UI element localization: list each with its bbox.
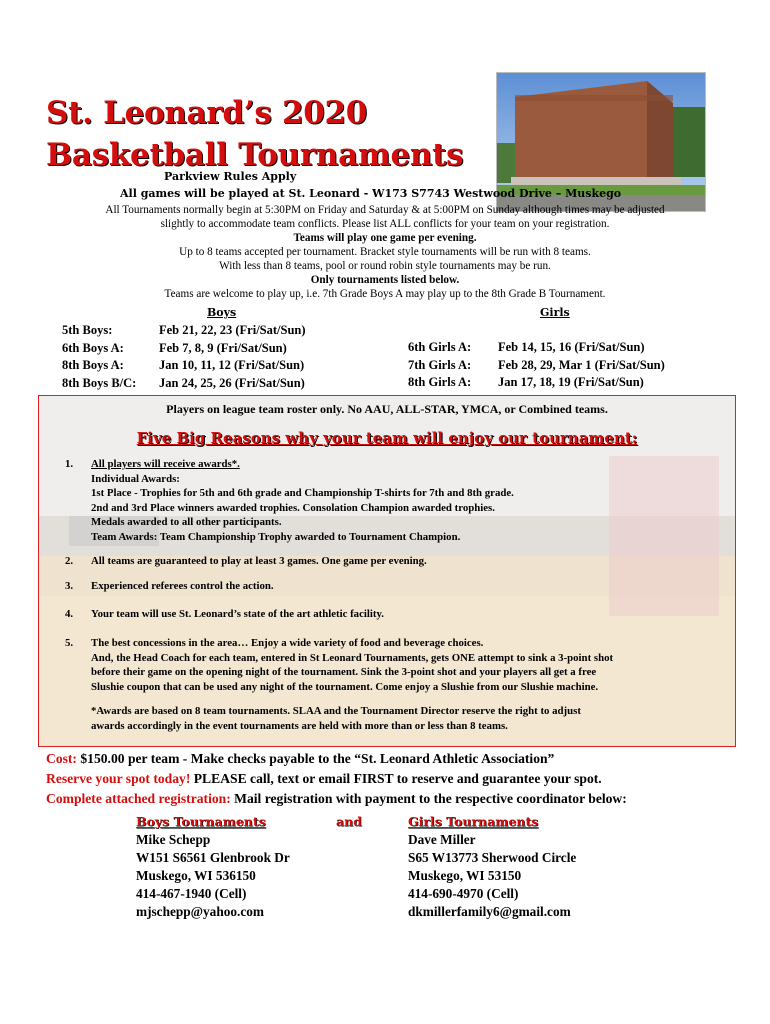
title-line-1: St. Leonard’s 2020 — [46, 95, 368, 131]
roster-notice: Players on league team roster only. No AAU, ALL-STAR, YMCA, or Combined teams. — [166, 402, 608, 416]
intro-line-4: Up to 8 teams accepted per tournament. Bracket style tournaments will be run with 8 teams. — [179, 246, 591, 258]
girls-heading: Girls — [540, 306, 570, 319]
boys-row-dates: Feb 21, 22, 23 (Fri/Sat/Sun) — [159, 323, 306, 337]
boys-dates — [159, 322, 306, 392]
reasons-heading: Five Big Reasons why your team will enjoy our tournament: — [136, 429, 638, 447]
coordinator-address: W151 S6561 Glenbrook Dr — [136, 850, 290, 865]
reason-line: 1st Place - Trophies for 5th and 6th grade and Championship T-shirts for 7th and 8th grade. — [91, 487, 514, 499]
intro-text — [30, 203, 740, 301]
reason-number: 2. — [65, 555, 74, 567]
boys-row-dates: Jan 10, 11, 12 (Fri/Sat/Sun) — [159, 358, 305, 372]
reserve-line — [46, 771, 602, 787]
intro-line-2: slightly to accommodate team conflicts. Please list ALL conflicts for your team on your registration. — [160, 218, 610, 230]
boys-labels — [62, 322, 136, 392]
girls-row-dates: Feb 14, 15, 16 (Fri/Sat/Sun) — [498, 340, 645, 354]
location-line: All games will be played at St. Leonard - W173 S7743 Westwood Drive – Muskego — [120, 187, 622, 200]
footnote-line: awards accordingly in the event tournaments are held with more than or less than 8 teams. — [91, 719, 508, 732]
reason-line: All teams are guaranteed to play at least 3 games. One game per evening. — [91, 555, 427, 567]
reason-line: 2nd and 3rd Place winners awarded trophies. Consolation Champion awarded trophies. — [91, 501, 495, 514]
reason-number: 1. — [65, 458, 74, 470]
girls-row-dates: Feb 28, 29, Mar 1 (Fri/Sat/Sun) — [498, 357, 665, 372]
reason-number: 5. — [65, 637, 74, 649]
girls-coordinator — [408, 813, 576, 921]
reasons-box — [38, 395, 736, 747]
reason-line: Your team will use St. Leonard’s state of the art athletic facility. — [91, 608, 384, 620]
reason-number: 3. — [65, 580, 74, 592]
coordinator-phone: 414-690-4970 (Cell) — [408, 886, 519, 901]
boys-row-label: 8th Boys A: — [62, 358, 124, 372]
girls-dates — [498, 339, 665, 392]
boys-heading: Boys — [207, 306, 237, 319]
boys-row-label: 6th Boys A: — [62, 340, 124, 355]
boys-row-dates: Jan 24, 25, 26 (Fri/Sat/Sun) — [159, 375, 305, 390]
boys-row-label: 5th Boys: — [62, 323, 113, 337]
intro-line-3: Teams will play one game per evening. — [293, 232, 477, 244]
reason-line: before their game on the opening night of the tournament. Sink the 3-point shot and your players all get a free — [91, 666, 597, 678]
page-title — [46, 92, 463, 176]
girls-labels — [408, 339, 471, 392]
girls-coordinator-heading: Girls Tournaments — [408, 814, 539, 829]
reason-line: The best concessions in the area… Enjoy a wide variety of food and beverage choices. — [91, 637, 484, 649]
coordinator-phone: 414-467-1940 (Cell) — [136, 886, 247, 901]
coordinator-email: dkmillerfamily6@gmail.com — [408, 904, 571, 919]
reason-line: Medals awarded to all other participants. — [91, 516, 282, 528]
complete-label: Complete attached registration: — [46, 791, 231, 806]
coordinator-name: Dave Miller — [408, 832, 476, 847]
reason-line: And, the Head Coach for each team, entered in St Leonard Tournaments, gets ONE attempt to sink a 3-point shot — [91, 651, 614, 664]
reason-line: Slushie coupon that can be used any night of the tournament. Come enjoy a Slushie from our Slushie machine. — [91, 680, 599, 693]
cost-line — [46, 751, 554, 767]
reason-number: 4. — [65, 608, 74, 620]
cost-label: Cost: — [46, 751, 77, 766]
rules-line: Parkview Rules Apply — [164, 170, 297, 183]
coordinator-address: S65 W13773 Sherwood Circle — [408, 850, 577, 865]
boys-row-dates: Feb 7, 8, 9 (Fri/Sat/Sun) — [159, 340, 287, 355]
coordinator-city: Muskego, WI 536150 — [136, 868, 256, 883]
girls-row-label: 7th Girls A: — [408, 357, 472, 372]
reserve-text: PLEASE call, text or email FIRST to reserve and guarantee your spot. — [190, 771, 602, 786]
coordinator-city: Muskego, WI 53150 — [408, 868, 522, 883]
complete-text: Mail registration with payment to the respective coordinator below: — [230, 791, 627, 806]
boys-coordinator — [136, 813, 290, 921]
intro-line-6: Only tournaments listed below. — [310, 274, 460, 286]
and-label: and — [336, 814, 362, 829]
girls-row-label: 8th Girls A: — [408, 375, 472, 389]
coordinator-name: Mike Schepp — [136, 832, 211, 847]
title-line-2: Basketball Tournaments — [46, 137, 464, 173]
girls-row-label: 6th Girls A: — [408, 340, 472, 354]
boys-coordinator-heading: Boys Tournaments — [136, 814, 266, 829]
reason-line: Individual Awards: — [91, 472, 180, 485]
reason-line: Experienced referees control the action. — [91, 580, 274, 592]
reason-line: Team Awards: Team Championship Trophy awarded to Tournament Champion. — [91, 530, 461, 543]
and-separator — [336, 813, 362, 831]
intro-line-1: All Tournaments normally begin at 5:30PM on Friday and Saturday & at 5:00PM on Sunday although times may be adjusted — [105, 204, 665, 216]
reserve-label: Reserve your spot today! — [46, 771, 191, 786]
girls-row-dates: Jan 17, 18, 19 (Fri/Sat/Sun) — [498, 375, 644, 389]
footnote-line: *Awards are based on 8 team tournaments. SLAA and the Tournament Director reserve the right to adjust — [91, 705, 581, 717]
reason-line: All players will receive awards*. — [91, 458, 240, 470]
coordinator-email: mjschepp@yahoo.com — [136, 904, 264, 919]
complete-line — [46, 791, 627, 807]
intro-line-7: Teams are welcome to play up, i.e. 7th Grade Boys A may play up to the 8th Grade B Tournament. — [164, 288, 606, 300]
intro-line-5: With less than 8 teams, pool or round robin style tournaments may be run. — [219, 260, 551, 272]
boys-row-label: 8th Boys B/C: — [62, 375, 137, 390]
cost-text: $150.00 per team - Make checks payable to the “St. Leonard Athletic Association” — [76, 751, 555, 766]
